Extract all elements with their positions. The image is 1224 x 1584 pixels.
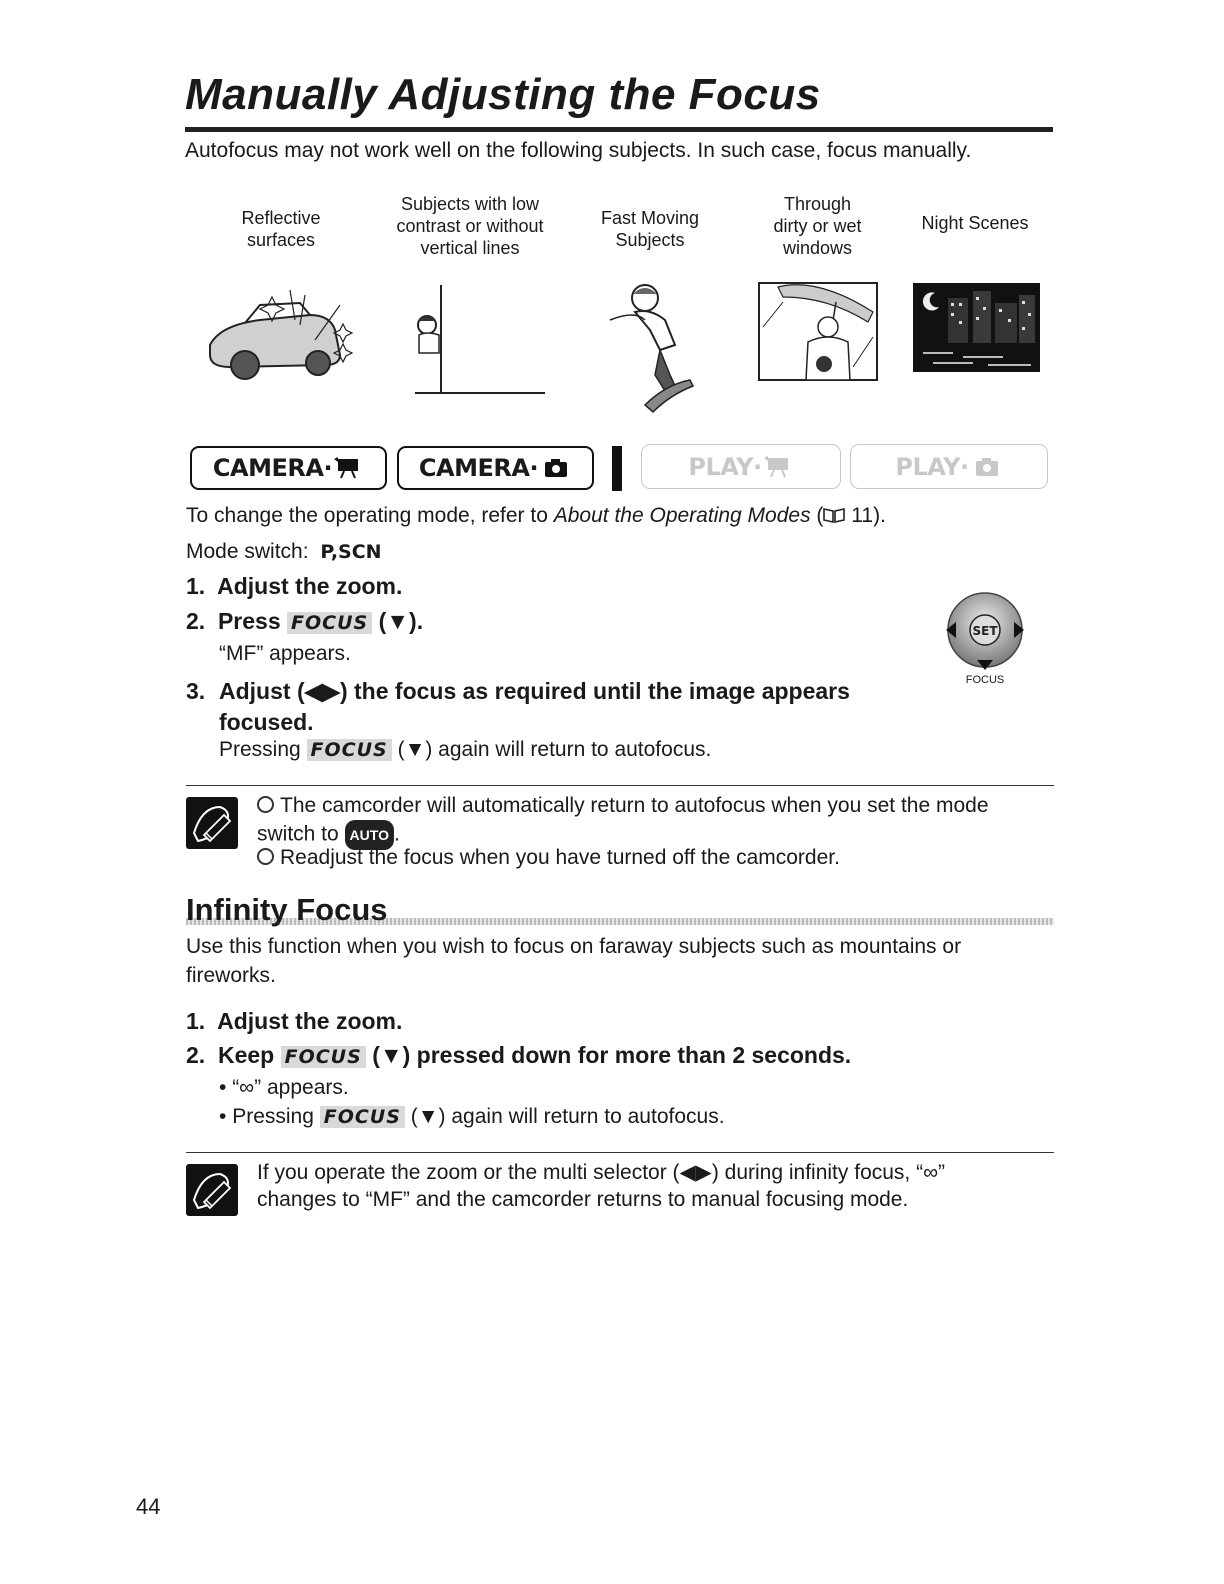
- section-title: Infinity Focus: [186, 892, 388, 927]
- mode-camera-movie: CAMERA·: [190, 446, 387, 490]
- auto-mode-badge: AUTO: [345, 820, 394, 850]
- mode-switch-line: Mode switch: P,SCN: [186, 540, 382, 563]
- mode-separator: [612, 446, 622, 491]
- circle-bullet-icon: [257, 796, 274, 813]
- focus-key: FOCUS: [320, 1106, 405, 1128]
- step-1: 1. Adjust the zoom.: [186, 573, 403, 599]
- inf-bullet-2: • Pressing FOCUS (▼) again will return to autofocus.: [219, 1105, 725, 1128]
- note-1-item-1: The camcorder will automatically return to autofocus when you set the mode switch to AUTO .: [257, 792, 1047, 850]
- mode-switch-value: P,SCN: [320, 541, 382, 563]
- inf-bullet-1: • “∞” appears.: [219, 1076, 349, 1099]
- snowboarder-icon: [605, 280, 715, 420]
- circle-bullet-icon: [257, 848, 274, 865]
- mode-play-still: PLAY·: [850, 444, 1048, 489]
- step-2: 2. Press FOCUS (▼).: [186, 608, 424, 634]
- mode-camera-still: CAMERA·: [397, 446, 594, 490]
- subject-label-fast-moving: Fast Moving Subjects: [600, 208, 700, 250]
- note-pencil-icon: [186, 797, 238, 849]
- night-city-icon: [913, 283, 1040, 372]
- mode-play-movie: PLAY·: [641, 444, 841, 489]
- book-icon: [823, 507, 845, 523]
- subject-label-windows: Through dirty or wet windows: [773, 194, 862, 258]
- title-rule: [185, 127, 1053, 132]
- note-rule-2: [186, 1152, 1054, 1153]
- note-1-item-2: Readjust the focus when you have turned off the camcorder.: [257, 846, 840, 870]
- page-number: 44: [136, 1494, 161, 1519]
- person-behind-window-icon: [758, 282, 878, 382]
- step-3-sub: Pressing FOCUS (▼) again will return to autofocus.: [219, 738, 712, 761]
- still-camera-icon: [542, 456, 572, 480]
- person-by-wall-icon: [405, 283, 550, 398]
- subject-label-night: Night Scenes: [921, 213, 1029, 233]
- still-camera-icon: [973, 455, 1003, 479]
- note-rule-1: [186, 785, 1054, 786]
- section-intro: Use this function when you wish to focus on faraway subjects such as mountains or fireworks.: [186, 935, 962, 987]
- selector-caption: FOCUS: [965, 674, 1005, 686]
- movie-camera-icon: [764, 455, 794, 479]
- subject-label-low-contrast: Subjects with low contrast or without vertical lines: [396, 194, 544, 258]
- focus-key: FOCUS: [281, 1046, 366, 1068]
- note-2-text: If you operate the zoom or the multi selector (◀▶) during infinity focus, “∞” changes to “MF” and the camcorder returns to manual focusing mode.: [257, 1161, 946, 1211]
- selector-center-label: SET: [972, 624, 998, 638]
- movie-camera-icon: [334, 456, 364, 480]
- ref-title: About the Operating Modes: [553, 504, 811, 527]
- inf-step-1: 1. Adjust the zoom.: [186, 1008, 403, 1034]
- focus-key: FOCUS: [307, 739, 392, 761]
- subject-label-reflective: Reflective surfaces: [241, 208, 321, 250]
- mode-reference: To change the operating mode, refer to About the Operating Modes ( 11).: [186, 504, 886, 527]
- focus-key: FOCUS: [287, 612, 372, 634]
- note-pencil-icon: [186, 1164, 238, 1216]
- step-3: 3. Adjust (◀▶) the focus as required until the image appears focused.: [186, 678, 850, 735]
- intro-text: Autofocus may not work well on the following subjects. In such case, focus manually.: [185, 139, 972, 162]
- multi-selector-icon: [942, 592, 1028, 672]
- inf-step-2: 2. Keep FOCUS (▼) pressed down for more than 2 seconds.: [186, 1042, 852, 1068]
- car-reflection-icon: [200, 285, 360, 385]
- page-title: Manually Adjusting the Focus: [185, 70, 821, 119]
- step-2-sub: “MF” appears.: [219, 642, 351, 665]
